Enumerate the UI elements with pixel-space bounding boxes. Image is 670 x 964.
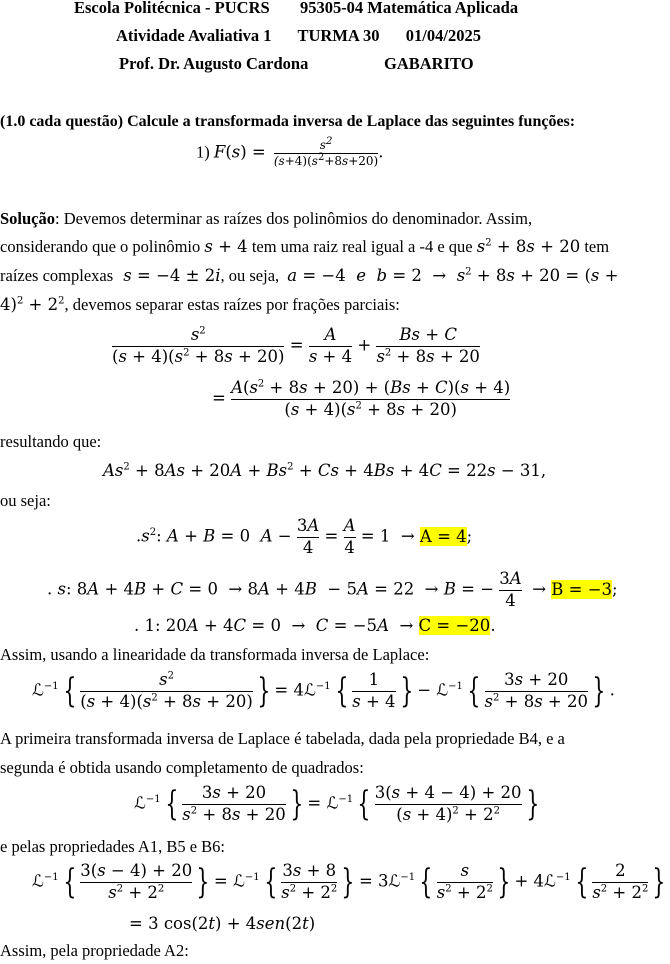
- question-prompt: (1.0 cada questão) Calcule a transformada inversa de Laplace das seguintes funções:: [0, 113, 576, 130]
- activity-title: Atividade Avaliativa 1: [116, 26, 272, 45]
- result-b: B = −3: [551, 579, 613, 599]
- solution-line4: $4)^2 + 2^2$, devemos separar estas raízes por frações parciais:: [0, 295, 400, 314]
- function-fraction: $\frac{s^2}{(s+4)(s^2+8s+20)}$: [273, 136, 379, 168]
- primeira-line2: segunda é obtida usando completamento de quadrados:: [0, 758, 364, 777]
- combined-fraction-eq: = $\frac{A(s^2 + 8s + 20) + (Bs + C)(s + 4)}{(s + 4)(s^2 + 8s + 20)}$: [212, 378, 511, 419]
- course-code: 95305-04 Matemática Aplicada: [299, 0, 519, 17]
- function-definition: 1) F(s) = $\frac{s^2}{(s+4)(s^2+8s+20)}$ .: [196, 136, 384, 168]
- class-group: TURMA 30: [297, 26, 380, 45]
- item-label: 1): [196, 142, 210, 162]
- shifted-transform-eq: ℒ$^{-1}$ { $\frac{3(s - 4) + 20}{s^2 + 2^2}$ } = ℒ$^{-1}$ { $\frac{3s + 8}{s^2 + 2^2}$ } = 3ℒ$^{-1}$ { $\frac{s}{s^2 + 2^2}$ } + 4ℒ$^{-1}$ { $\frac{2}{s^2 + 2^2}$ }: [32, 861, 666, 903]
- partial-fraction-eq: $\frac{s^2}{(s + 4)(s^2 + 8s + 20)}$ = $\frac{A}{s + 4}$ + $\frac{Bs + C}{s^2 + 8s + 20}$: [112, 325, 480, 366]
- header-line3: [119, 54, 308, 74]
- linearity-equation: ℒ$^{-1}$ { $\frac{s^2}{(s + 4)(s^2 + 8s + 20)}$ } = 4ℒ$^{-1}$ { $\frac{1}{s + 4}$ } − ℒ$^{-1}$ { $\frac{3s + 20}{s^2 + 8s + 20}$ } .: [32, 670, 615, 712]
- solution-label: Solução: [0, 209, 56, 228]
- resultando-text: resultando que:: [0, 432, 102, 451]
- coef-s-eq: . s: 8A + 4B + C = 0 → 8A + 4B − 5A = 22 → B = − $\frac{3A}{4}$ → B = −3;: [47, 569, 618, 610]
- cos-sin-result: = 3 cos(2t) + 4sen(2t): [129, 914, 316, 933]
- header-line2: [116, 26, 481, 46]
- header-line1: [74, 0, 518, 18]
- course-school: Escola Politécnica - PUCRS: [74, 0, 270, 17]
- activity-date: 01/04/2025: [405, 26, 481, 45]
- pelas-propriedades-text: e pelas propriedades A1, B5 e B6:: [0, 837, 225, 856]
- coef-1-eq: . 1: 20A + 4C = 0 → C = −5A → C = −20.: [134, 616, 496, 635]
- professor-name: Prof. Dr. Augusto Cardona: [119, 54, 309, 73]
- answer-key-label: GABARITO: [384, 54, 474, 73]
- expanded-equation: $As^2 + 8As + 20A + Bs^2 + Cs + 4Bs + 4C = 22s - 31$,: [103, 461, 547, 480]
- primeira-line1: A primeira transformada inversa de Laplace é tabelada, dada pela propriedade B4, e a: [0, 729, 565, 748]
- assim-linearidade-text: Assim, usando a linearidade da transformada inversa de Laplace:: [0, 645, 430, 664]
- completing-square-eq: ℒ$^{-1}$ { $\frac{3s + 20}{s^2 + 8s + 20}$ } = ℒ$^{-1}$ { $\frac{3(s + 4 - 4) + 20}{(s + 4)^2 + 2^2}$ }: [134, 783, 539, 825]
- solution-line2: considerando que o polinômio s + 4 tem uma raiz real igual a -4 e que $s^2 + 8s + 20$ tem: [0, 237, 610, 256]
- result-c: C = −20: [418, 616, 491, 635]
- solution-line1: [0, 205, 594, 233]
- result-a: A = 4: [419, 526, 467, 546]
- solution-intro: : Devemos determinar as raízes dos polinômios do denominador. Assim,: [55, 209, 533, 228]
- solution-line3: raízes complexas s = −4 ± 2i, ou seja, a = −4 e $b = 2 \to s^2 + 8s + 20 = (s$ +: [0, 266, 619, 285]
- coef-s2-eq: $.s^2$: A + B = 0 A − $\frac{3A}{4}$ = $\frac{A}{4}$ = 1 → A = 4;: [136, 516, 473, 557]
- ou-seja-text: ou seja:: [0, 491, 51, 510]
- assim-a2-text: Assim, pela propriedade A2:: [0, 941, 189, 960]
